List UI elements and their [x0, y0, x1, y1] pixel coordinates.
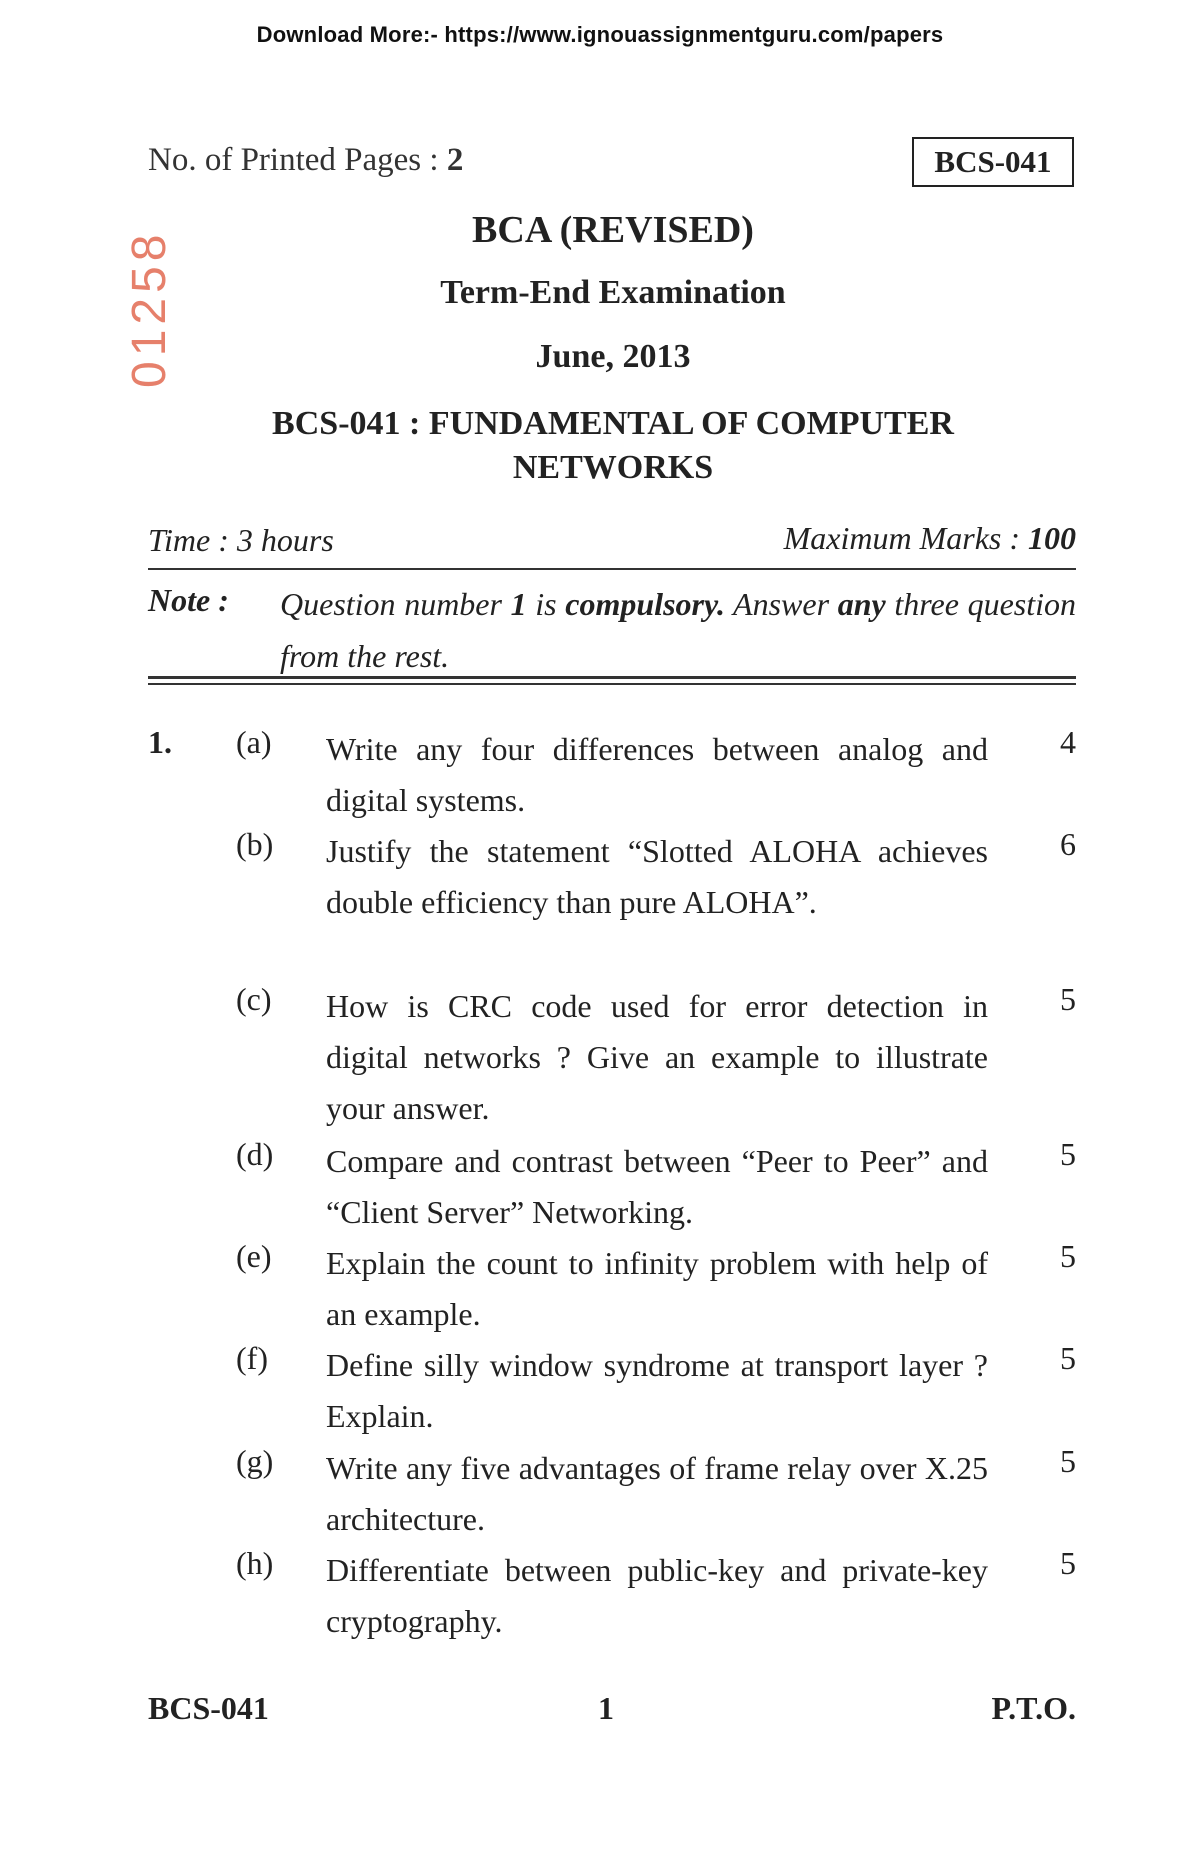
question-text: Explain the count to infinity problem with help of an example. [326, 1245, 988, 1332]
question-marks: 4 [1060, 724, 1076, 760]
question-label: (a) [236, 724, 272, 760]
question-marks: 5 [1060, 1545, 1076, 1581]
double-divider-top [148, 676, 1076, 679]
question-marks: 5 [1060, 1136, 1076, 1172]
download-banner[interactable]: Download More:- https://www.ignouassignmentguru.com/papers [256, 22, 944, 47]
maximum-marks [784, 520, 1076, 557]
footer-pto: P.T.O. [991, 1690, 1076, 1726]
question-text: Write any four differences between analog and digital systems. [326, 731, 988, 818]
double-divider-bottom [148, 683, 1076, 685]
question-label: (h) [236, 1545, 274, 1581]
exam-title: Term-End Examination [440, 274, 786, 311]
question-label: (e) [236, 1238, 272, 1274]
course-title-line1: BCS-041 : FUNDAMENTAL OF COMPUTER [272, 405, 954, 442]
question-text: Justify the statement “Slotted ALOHA achieves double efficiency than pure ALOHA”. [326, 833, 988, 920]
note-part: Question number [280, 586, 511, 622]
question-marks: 5 [1060, 981, 1076, 1017]
course-code-box: BCS-041 [912, 137, 1074, 187]
question-label: (b) [236, 826, 274, 862]
question-text: Write any five advantages of frame relay over X.25 architecture. [326, 1450, 988, 1537]
note-part: Answer [724, 586, 838, 622]
question-marks: 6 [1060, 826, 1076, 862]
printed-pages-label: No. of Printed Pages : [148, 142, 439, 178]
question-marks: 5 [1060, 1238, 1076, 1274]
question-number: 1. [148, 724, 172, 760]
note-part: three question from the rest. [280, 586, 1077, 674]
footer-course-code: BCS-041 [148, 1690, 269, 1726]
note-part: is [526, 586, 566, 622]
note-text [280, 578, 1076, 682]
question-marks: 5 [1060, 1443, 1076, 1479]
question-label: (d) [236, 1136, 274, 1172]
time-label: Time : [148, 522, 237, 558]
printed-pages [148, 142, 463, 179]
time-value: 3 hours [236, 522, 334, 558]
question-label: (f) [236, 1340, 268, 1376]
marks-value: 100 [1028, 520, 1076, 556]
question-label: (g) [236, 1443, 274, 1479]
note-compulsory: compulsory. [565, 586, 725, 622]
divider [148, 568, 1076, 570]
note-label: Note : [148, 582, 229, 618]
programme-title: BCA (REVISED) [472, 209, 754, 251]
note-any: any [837, 586, 886, 622]
question-text: How is CRC code used for error detection in digital networks ? Give an example to illustrate your answer. [326, 988, 988, 1126]
footer-page-number: 1 [598, 1690, 614, 1726]
printed-pages-value: 2 [446, 142, 464, 178]
note-question-number: 1 [510, 586, 527, 622]
course-title [0, 402, 1200, 490]
time-allowed [148, 522, 334, 559]
session-title: June, 2013 [535, 338, 691, 375]
course-title-line2: NETWORKS [512, 449, 714, 486]
question-text: Differentiate between public-key and private-key cryptography. [326, 1552, 988, 1639]
question-label: (c) [236, 981, 272, 1017]
marks-label: Maximum Marks : [783, 520, 1028, 556]
serial-number-stamp: 01258 [123, 229, 176, 388]
question-text: Define silly window syndrome at transport layer ? Explain. [326, 1347, 988, 1434]
question-marks: 5 [1060, 1340, 1076, 1376]
question-text: Compare and contrast between “Peer to Peer” and “Client Server” Networking. [326, 1143, 988, 1230]
